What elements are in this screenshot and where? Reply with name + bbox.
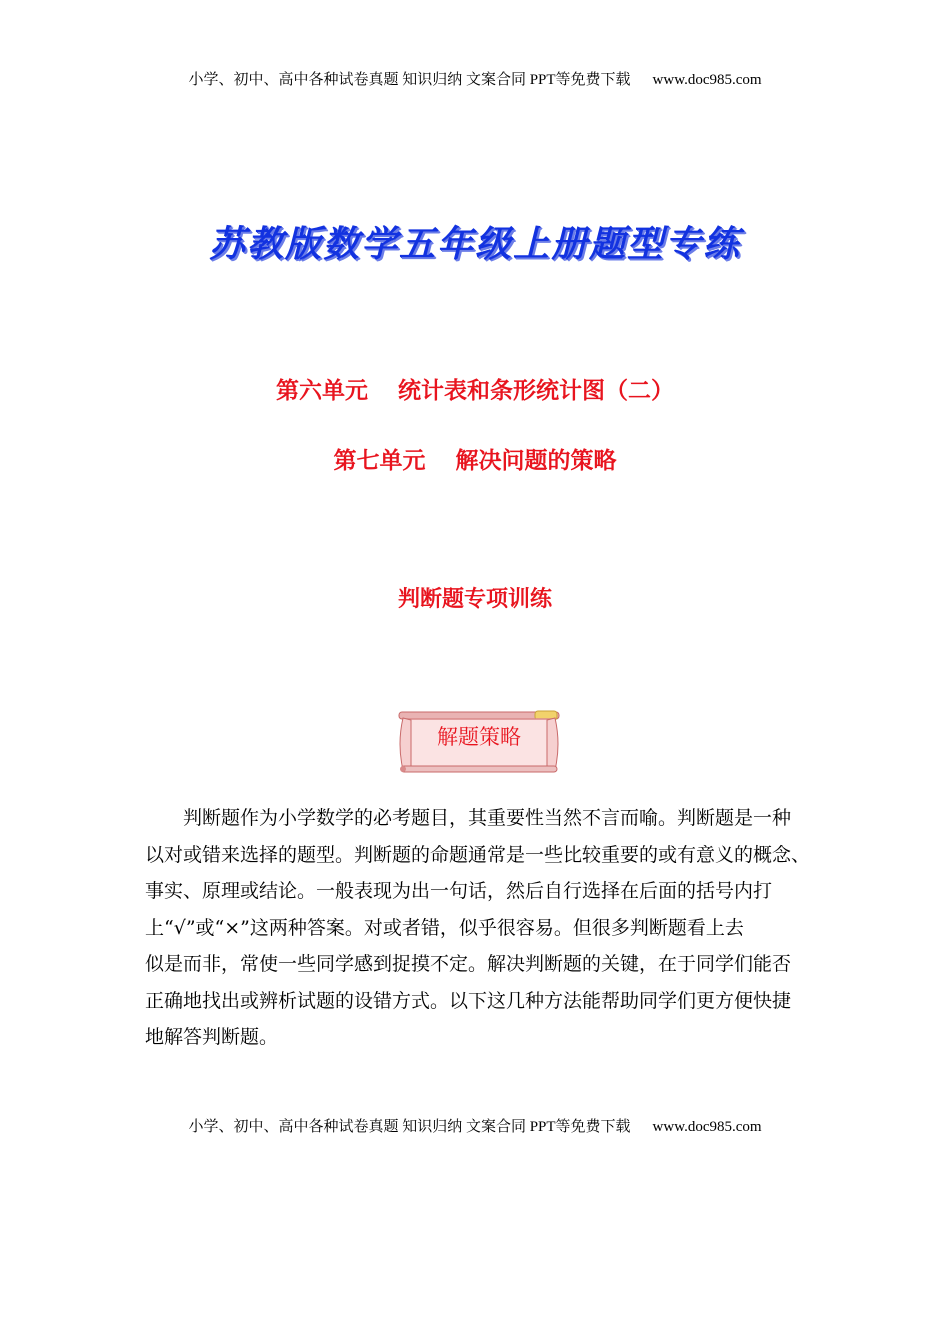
unit-six-name: 统计表和条形统计图（二） [398, 378, 674, 404]
strategy-paragraph [145, 800, 811, 1056]
document-title: 苏教版数学五年级上册题型专练 [208, 224, 741, 265]
section-title: 判断题专项训练 [397, 587, 552, 612]
paragraph-line: 上“√”或“×”这两种答案。对或者错，似乎很容易。但很多判断题看上去 [145, 916, 744, 939]
unit-six-heading [0, 372, 950, 405]
page-header [0, 68, 950, 89]
unit-seven-name: 解决问题的策略 [455, 448, 617, 474]
unit-seven-label: 第七单元 [333, 448, 426, 474]
strategy-scroll-banner [395, 708, 563, 776]
header-site-link[interactable]: www.doc985.com [652, 72, 762, 88]
paragraph-line: 地解答判断题。 [145, 1026, 279, 1048]
unit-six-label: 第六单元 [276, 378, 368, 404]
header-text: 小学、初中、高中各种试卷真题 知识归纳 文案合同 PPT等免费下载 [188, 72, 631, 88]
paragraph-line: 以对或错来选择的题型。判断题的命题通常是一些比较重要的或有意义的概念、 [145, 843, 811, 866]
scroll-label: 解题策略 [437, 725, 521, 749]
unit-seven-heading [0, 442, 950, 475]
paragraph-line: 判断题作为小学数学的必考题目，其重要性当然不言而喻。判断题是一种 [183, 807, 792, 829]
paragraph-line: 事实、原理或结论。一般表现为出一句话，然后自行选择在后面的括号内打 [145, 880, 773, 902]
footer-text: 小学、初中、高中各种试卷真题 知识归纳 文案合同 PPT等免费下载 [188, 1119, 631, 1135]
page-footer [0, 1115, 950, 1136]
paragraph-line: 正确地找出或辨析试题的设错方式。以下这几种方法能帮助同学们更方便快捷 [145, 989, 792, 1012]
paragraph-line: 似是而非，常使一些同学感到捉摸不定。解决判断题的关键，在于同学们能否 [145, 953, 792, 975]
footer-site-link[interactable]: www.doc985.com [652, 1119, 762, 1135]
